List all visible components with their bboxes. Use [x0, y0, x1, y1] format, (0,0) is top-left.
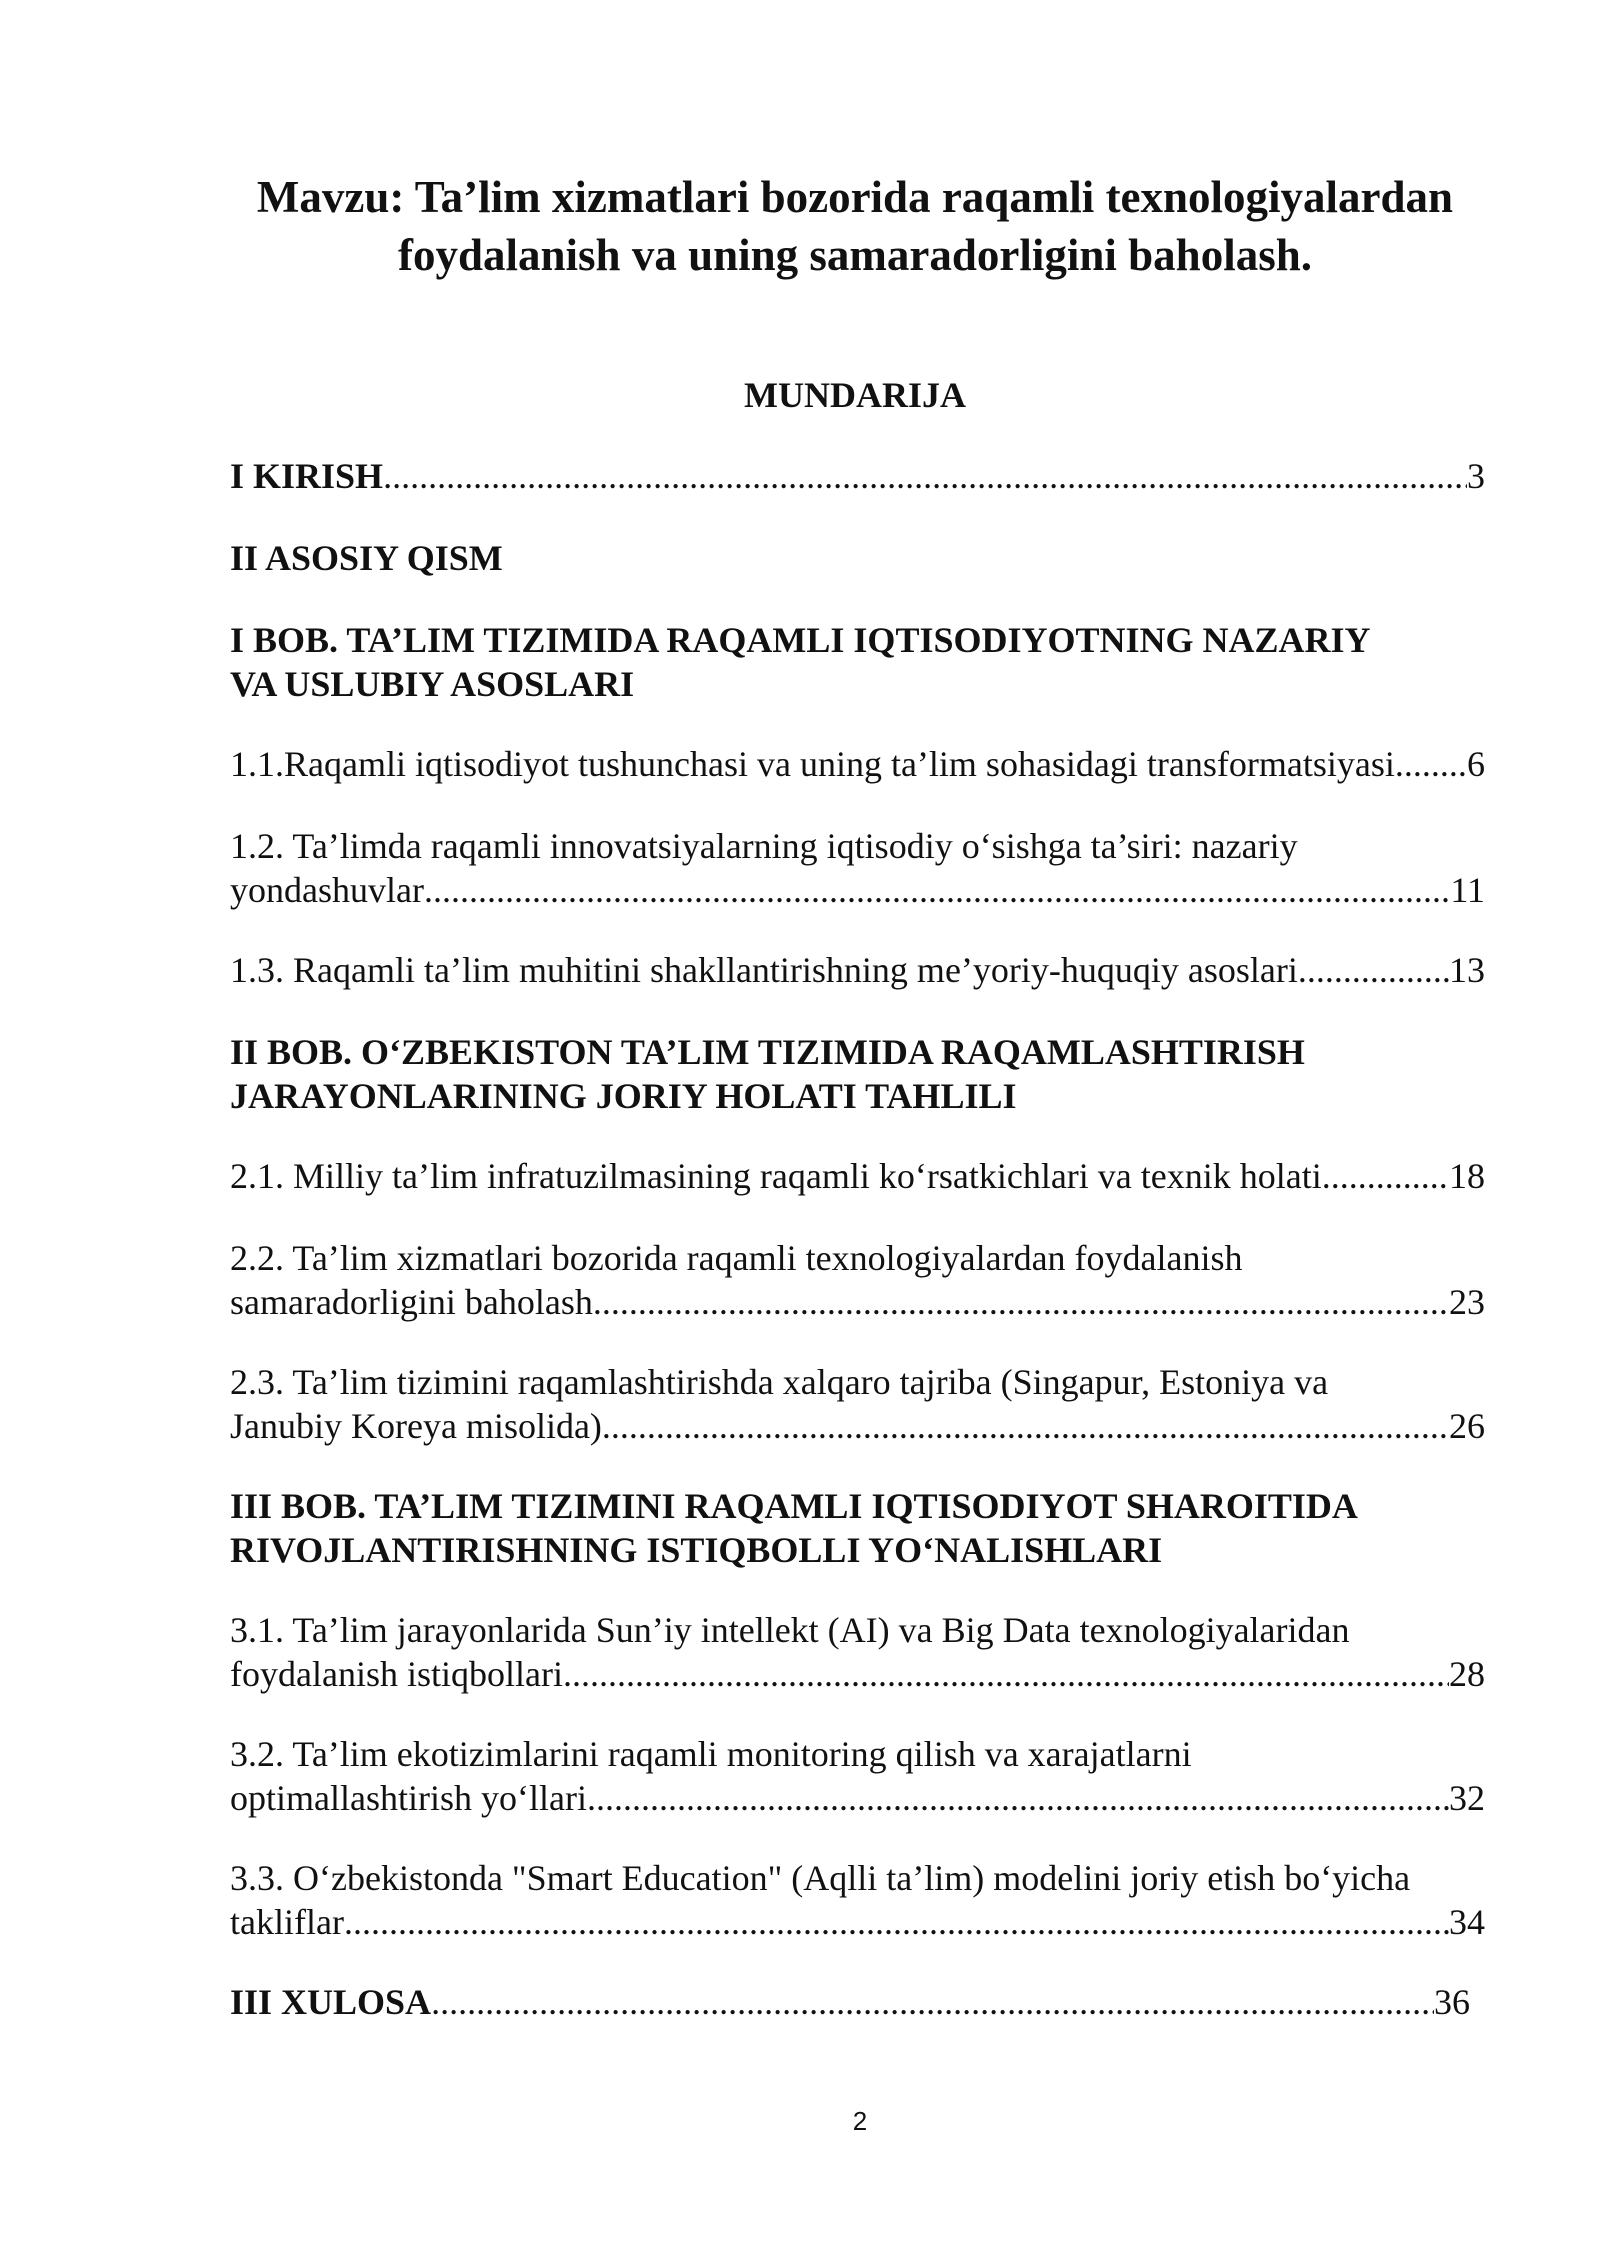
toc-page-number: 32: [1449, 1778, 1485, 1818]
toc-chapter-title-line1: I BOB. TA’LIM TIZIMIDA RAQAMLI IQTISODIYOTNING NAZARIY: [230, 620, 1371, 660]
toc-page-number: 18: [1449, 1156, 1485, 1196]
toc-entry-title: I KIRISH: [230, 456, 384, 496]
toc-entry-asosiy-qism[interactable]: [230, 536, 1485, 580]
toc-entry-kirish[interactable]: [230, 454, 1485, 498]
toc-entry-1-1[interactable]: [230, 742, 1485, 786]
toc-entry-2-3[interactable]: [230, 1360, 1485, 1448]
toc-chapter-3[interactable]: [230, 1484, 1485, 1572]
toc-entry-title: 1.1.Raqamli iqtisodiyot tushunchasi va uning ta’lim sohasidagi transformatsiyasi: [230, 744, 1395, 784]
toc-chapter-1[interactable]: [230, 618, 1485, 706]
toc-page-number: 23: [1449, 1282, 1485, 1322]
toc-page-number: 3: [1467, 456, 1485, 496]
toc-entry-title-line2: yondashuvlar: [230, 870, 424, 910]
toc-entry-title-line1: 3.1. Ta’lim jarayonlarida Sun’iy intellekt (AI) va Big Data texnologiyalaridan: [230, 1610, 1350, 1650]
toc-entry-title-line1: 3.2. Ta’lim ekotizimlarini raqamli monitoring qilish va xarajatlarni: [230, 1734, 1192, 1774]
toc-chapter-title-line2: JARAYONLARINING JORIY HOLATI TAHLILI: [230, 1076, 1017, 1116]
page-number: 2: [852, 2106, 868, 2136]
toc-page-number: 28: [1449, 1654, 1485, 1694]
toc-entry-title-line2: optimallashtirish yo‘llari: [230, 1778, 587, 1818]
toc-entry-xulosa[interactable]: [230, 1980, 1470, 2024]
toc-page-number: 34: [1449, 1902, 1485, 1942]
toc-entry-title: 1.3. Raqamli ta’lim muhitini shakllantirishning me’yoriy-huquqiy asoslari: [230, 950, 1298, 990]
toc-page-number: 26: [1449, 1406, 1485, 1446]
toc-entry-3-1[interactable]: [230, 1608, 1485, 1696]
toc-entry-title-line2: samaradorligini baholash: [230, 1282, 593, 1322]
toc-chapter-2[interactable]: [230, 1030, 1485, 1118]
toc-entry-3-3[interactable]: [230, 1856, 1485, 1944]
toc-dot-leader: [383, 454, 1467, 498]
toc-entry-1-3[interactable]: [230, 948, 1485, 992]
toc-entry-2-1[interactable]: [230, 1154, 1485, 1198]
toc-dot-leader: [1298, 948, 1449, 992]
toc-entry-title-line1: 2.3. Ta’lim tizimini raqamlashtirishda xalqaro tajriba (Singapur, Estoniya va: [230, 1362, 1329, 1402]
toc-dot-leader: [602, 1404, 1449, 1448]
toc-entry-title: III XULOSA: [230, 1982, 432, 2022]
document-title: Mavzu: Ta’lim xizmatlari bozorida raqamli texnologiyalardan foydalanish va uning samaradorligini baholash.: [256, 172, 1454, 280]
toc-entry-title-line1: 3.3. O‘zbekistonda "Smart Education" (Aqlli ta’lim) modelini joriy etish bo‘yicha: [230, 1858, 1411, 1898]
toc-page-number: 13: [1449, 950, 1485, 990]
toc-chapter-title-line1: II BOB. O‘ZBEKISTON TA’LIM TIZIMIDA RAQAMLASHTIRISH: [230, 1032, 1305, 1072]
toc-entry-title: 2.1. Milliy ta’lim infratuzilmasining raqamli ko‘rsatkichlari va texnik holati: [230, 1156, 1322, 1196]
toc-chapter-title-line2: RIVOJLANTIRISHNING ISTIQBOLLI YO‘NALISHLARI: [230, 1530, 1163, 1570]
toc-dot-leader: [431, 1980, 1434, 2024]
toc-dot-leader: [344, 1900, 1449, 1944]
toc-entry-2-2[interactable]: [230, 1236, 1485, 1324]
toc-entry-title-line1: 2.2. Ta’lim xizmatlari bozorida raqamli texnologiyalardan foydalanish: [230, 1238, 1243, 1278]
toc-entry-title-line2: Janubiy Koreya misolida): [230, 1406, 602, 1446]
toc-entry-3-2[interactable]: [230, 1732, 1485, 1820]
toc-page-number: 11: [1450, 870, 1485, 910]
toc-page-number: 36: [1434, 1982, 1470, 2022]
toc-dot-leader: [563, 1652, 1449, 1696]
toc-heading: MUNDARIJA: [744, 375, 966, 415]
toc-entry-title-line2: foydalanish istiqbollari: [230, 1654, 563, 1694]
toc-entry-title-line1: 1.2. Ta’limda raqamli innovatsiyalarning iqtisodiy o‘sishga ta’siri: nazariy: [230, 826, 1298, 866]
toc-chapter-title-line2: VA USLUBIY ASOSLARI: [230, 664, 635, 704]
toc-dot-leader: [1322, 1154, 1449, 1198]
toc-page-number: 6: [1467, 744, 1485, 784]
toc-chapter-title-line1: III BOB. TA’LIM TIZIMINI RAQAMLI IQTISODIYOT SHAROITIDA: [230, 1486, 1358, 1526]
toc-entry-title: II ASOSIY QISM: [230, 538, 503, 578]
toc-entry-title-line2: takliflar: [230, 1902, 344, 1942]
toc-dot-leader: [1395, 742, 1467, 786]
toc-dot-leader: [593, 1280, 1449, 1324]
toc-entry-1-2[interactable]: [230, 824, 1485, 912]
toc-dot-leader: [424, 868, 1450, 912]
toc-dot-leader: [587, 1776, 1449, 1820]
